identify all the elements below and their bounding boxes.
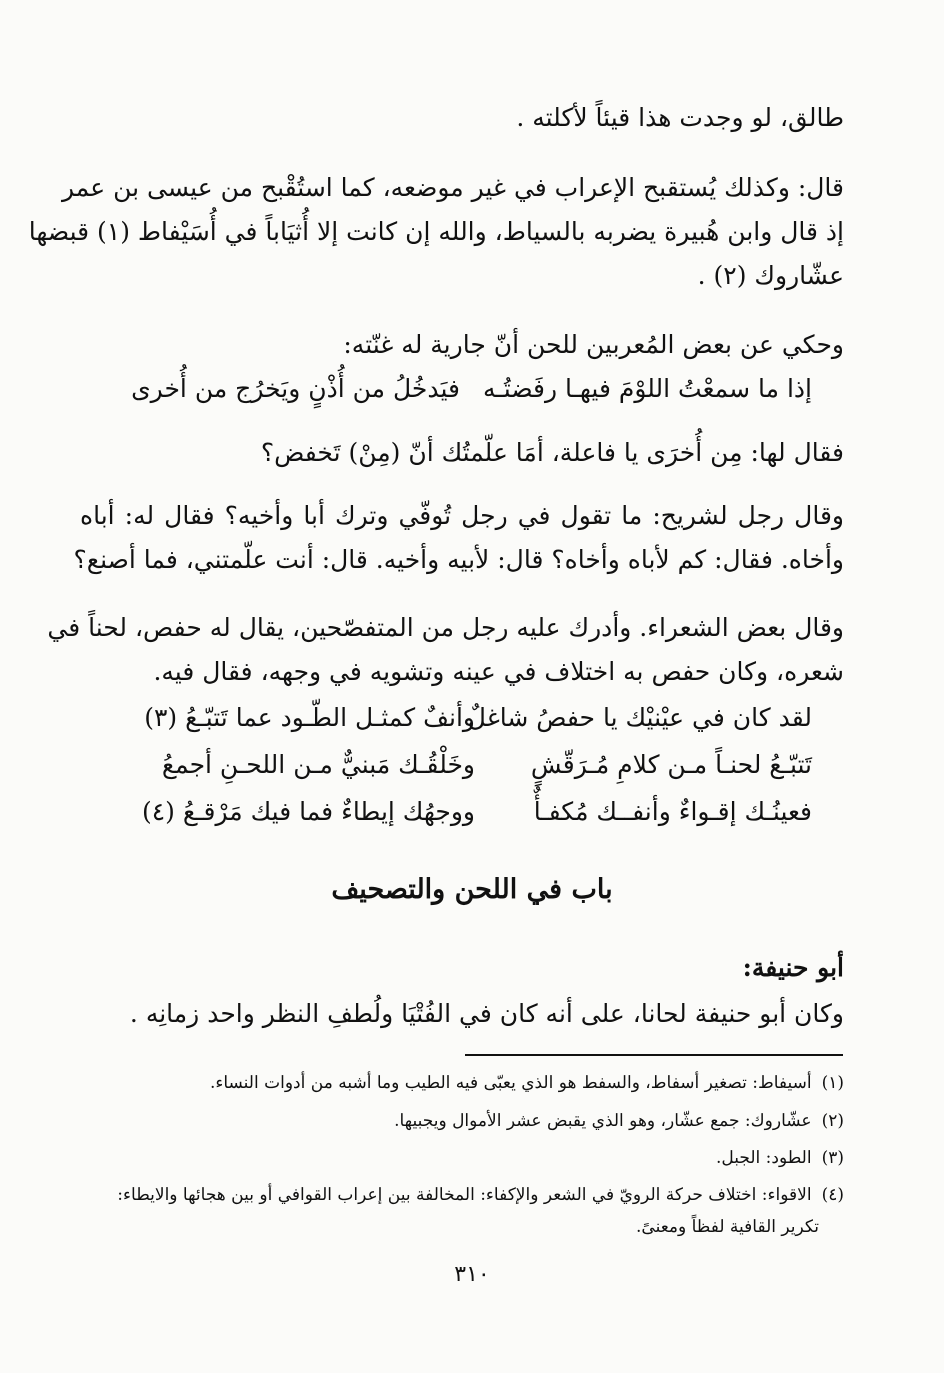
text-line: طالق، لو وجدت هذا قيئاً لأكلته . <box>516 103 844 132</box>
footnote <box>80 1180 844 1210</box>
verse-hemistich-second: وخَلْقُـك مَبنيٌّ مـن اللحـنِ أجمعُ <box>161 750 475 779</box>
footnote-text: عشّاروك: جمع عشّار، وهو الذي يقبض عشر الأموال ويجبيها. <box>394 1111 812 1131</box>
text-line: عشّاروك (٢) . <box>697 261 844 290</box>
verse-hemistich-second: وأنفٌ كمثـل الطّـود عما تَتبّـعُ (٣) <box>144 703 475 732</box>
footnote-text: تكرير القافية لفظاً ومعنىً. <box>636 1217 819 1237</box>
section-subheading: أبو حنيفة: <box>742 953 844 982</box>
footnote-number: (٢) <box>821 1111 844 1131</box>
verse-hemistich-first: إذا ما سمعْتُ اللوْمَ فيهـا رفَضتُـه <box>483 374 812 403</box>
verse-hemistich-first: تَتبّـعُ لحنـاً مـن كلامِ مُـرَقّشٍ <box>530 750 812 779</box>
verse-hemistich-first: لقد كان في عيْنيْك يا حفصُ شاغلٌ <box>467 703 812 732</box>
text-line: قال: وكذلك يُستقبح الإعراب في غير موضعه، كما استُقْبح من عيسى بن عمر <box>61 173 844 202</box>
verse-hemistich-first: فعينُـك إقـواءٌ وأنفــك مُكفـأٌ <box>533 797 812 826</box>
verse-hemistich-second: فيَدخُلُ من أُذْنٍ ويَخرُج من أُخرى <box>131 374 460 403</box>
verse-hemistich-second: ووجهُك إيطاءٌ فما فيك مَرْقـعُ (٤) <box>141 797 475 826</box>
footnote-number: (٤) <box>821 1185 844 1205</box>
footnote <box>80 1106 844 1136</box>
footnote-continuation <box>80 1212 819 1242</box>
text-line: وكان أبو حنيفة لحانا، على أنه كان في الفُتْيَا ولُطفِ النظر واحد زمانِه . <box>129 999 844 1028</box>
footnote-number: (٣) <box>821 1148 844 1168</box>
footnote-text: الطود: الجبل. <box>715 1148 812 1168</box>
text-line: فقال لها: مِن أُخرَى يا فاعلة، أمَا علّمتُك أنّ (مِنْ) تَخفض؟ <box>260 438 844 467</box>
text-line: وأخاه. فقال: كم لأباه وأخاه؟ قال: لأبيه وأخيه. قال: أنت علّمتني، فما أصنع؟ <box>73 545 844 574</box>
text-line: وحكي عن بعض المُعربين للحن أنّ جارية له غنّته: <box>343 330 844 359</box>
text-line: وقال بعض الشعراء. وأدرك عليه رجل من المتفصّحين، يقال له حفص، لحناً في <box>47 613 844 642</box>
text-line: إذ قال وابن هُبيرة يضربه بالسياط، والله إن كانت إلا أُثيَاباً في أُسَيْفاط (١) قبضها <box>28 217 844 246</box>
chapter-heading: باب في اللحن والتصحيف <box>331 874 613 905</box>
footnote-number: (١) <box>821 1073 844 1093</box>
page-number: ٣١٠ <box>454 1262 490 1287</box>
footnote-text: الاقواء: اختلاف حركة الرويّ في الشعر والإكفاء: المخالفة بين إعراب القوافي أو بين هجائها والايطاء: <box>117 1185 812 1205</box>
footnote <box>80 1068 844 1098</box>
text-line: وقال رجل لشريح: ما تقول في رجل تُوفّي وترك أبا وأخيه؟ فقال له: أباه <box>80 501 844 530</box>
footnote-divider <box>465 1054 843 1056</box>
text-line: شعره، وكان حفص به اختلاف في عينه وتشويه في وجهه، فقال فيه. <box>153 657 844 686</box>
footnote <box>80 1143 844 1173</box>
footnote-text: أسيفاط: تصغير أسفاط، والسفط هو الذي يعبّى فيه الطيب وما أشبه من أدوات النساء. <box>209 1073 812 1093</box>
